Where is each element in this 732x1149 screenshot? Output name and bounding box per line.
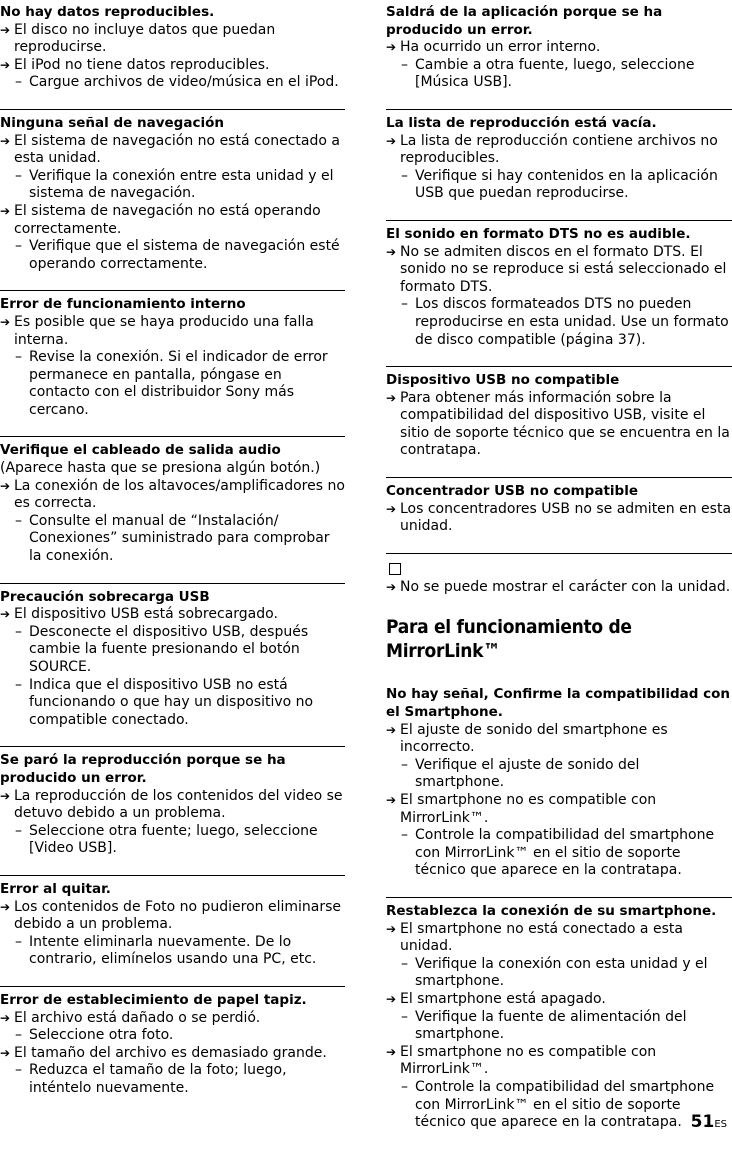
remedy-item [0,349,345,419]
cause-text: El smartphone no es compatible con MirrorLink™. [400,1043,657,1078]
arrow-right-icon: ➔ [0,133,11,148]
arrow-right-icon: ➔ [386,921,397,936]
dash-icon: – [15,1027,22,1044]
cause-text: Ha ocurrido un error interno. [400,39,601,56]
cause-text: No se admiten discos en el formato DTS. El sonido no se reproduce si está seleccionado el formato DTS. [400,243,727,295]
cause-item [0,788,345,823]
dash-icon: – [15,1062,22,1079]
unknown-character-square-icon [389,563,401,575]
remedy-text: Verifique que el sistema de navegación esté operando correctamente. [29,238,340,272]
remedy-item [386,1009,732,1044]
remedy-text: Indica que el dispositivo USB no está funcionando o que hay un dispositivo no compatible conectado. [29,676,314,728]
dash-icon: – [401,296,408,313]
message-title: La lista de reproducción está vacía. [386,114,657,131]
remedy-text: Consulte el manual de “Instalación/ Conexiones” suministrado para comprobar la conexión. [29,512,330,565]
message-section [0,875,345,986]
cause-text: No se puede mostrar el carácter con la unidad. [400,578,731,595]
arrow-right-icon: ➔ [0,1010,11,1025]
page-number [691,1114,727,1134]
message-title: No hay datos reproducibles. [0,4,215,20]
cause-item [386,390,732,460]
cause-text: Los concentradores USB no se admiten en esta unidad. [400,500,732,535]
message-title: Se paró la reproducción porque se ha producido un error. [0,752,286,786]
cause-item [0,22,345,57]
dash-icon: – [401,1008,408,1025]
cause-text: La conexión de los altavoces/amplificadores no es correcta. [14,477,345,512]
message-title: Error de establecimiento de papel tapiz. [0,991,307,1008]
cause-item [0,1010,345,1028]
remedy-text: Controle la compatibilidad del smartphone con MirrorLink™ en el sitio de soporte técnico que aparece en la contratapa. [415,827,715,879]
section-heading: Para el funcionamiento de MirrorLink™ [386,616,632,663]
arrow-right-icon: ➔ [386,40,397,55]
message-section [0,746,345,875]
message-section [0,290,345,436]
cause-text: El iPod no tiene datos reproducibles. [14,56,270,73]
message-section [386,897,732,1149]
dash-icon: – [15,349,22,366]
message-section [386,109,732,220]
message-note: (Aparece hasta que se presiona algún botón.) [0,460,321,477]
cause-text: La reproducción de los contenidos del video se detuvo debido a un problema. [14,787,343,822]
message-section [386,0,732,109]
cause-item [0,133,345,168]
message-title: Error al quitar. [0,880,111,897]
page-language-code: ES [714,1119,727,1131]
remedy-text: Cambie a otra fuente, luego, seleccione [Música USB]. [415,56,695,91]
cause-item [386,39,732,57]
dash-icon: – [15,74,22,91]
cause-text: La lista de reproducción contiene archivos no reproducibles. [400,132,718,167]
remedy-text: Verifique si hay contenidos en la aplicación USB que puedan reproducirse. [415,167,718,202]
mirrorlink-list [386,682,732,1148]
cause-text: El sistema de navegación no está conectado a esta unidad. [14,132,340,167]
remedy-item [386,827,732,880]
arrow-right-icon: ➔ [0,314,11,329]
arrow-right-icon: ➔ [386,501,397,516]
remedy-text: Cargue archivos de video/música en el iPod. [29,74,339,91]
cause-item [386,792,732,827]
remedy-text: Revise la conexión. Si el indicador de error permanece en pantalla, póngase en contacto con el distribuidor Sony más cercano. [29,349,328,418]
remedy-item [386,956,732,991]
right-column [386,0,732,1149]
dash-icon: – [15,167,22,184]
remedy-item [0,513,345,566]
remedy-text: Reduzca el tamaño de la foto; luego, inténtelo nuevamente. [29,1062,287,1096]
cause-text: El sistema de navegación no está operando correctamente. [14,202,321,237]
message-section [0,436,345,582]
arrow-right-icon: ➔ [386,722,397,737]
dash-icon: – [15,238,22,255]
arrow-right-icon: ➔ [386,579,397,594]
arrow-right-icon: ➔ [0,22,11,37]
remedy-text: Los discos formateados DTS no pueden reproducirse en esta unidad. Use un formato de disco compatible (página 37). [415,296,729,348]
message-section [386,220,732,366]
message-title: Precaución sobrecarga USB [0,588,210,605]
remedy-item [0,168,345,203]
dash-icon: – [401,56,408,73]
remedy-item [0,677,345,730]
cause-item [386,244,732,297]
message-title: Concentrador USB no compatible [386,483,638,500]
arrow-right-icon: ➔ [386,244,397,259]
message-section [386,682,732,897]
remedy-text: Verifique la fuente de alimentación del smartphone. [415,1008,687,1043]
message-section [386,477,732,553]
arrow-right-icon: ➔ [386,1044,397,1059]
arrow-right-icon: ➔ [0,478,11,493]
remedy-text: Desconecte el dispositivo USB, después cambie la fuente presionando el botón SOURCE. [29,623,309,675]
dash-icon: – [401,1078,408,1095]
arrow-right-icon: ➔ [0,899,11,914]
remedy-text: Verifique la conexión con esta unidad y el smartphone. [415,955,708,990]
cause-text: Para obtener más información sobre la compatibilidad del dispositivo USB, visite el sitio de soporte técnico que se encuentra en la contratapa. [400,389,730,459]
page-number-value: 51 [690,1112,715,1133]
cause-text: El smartphone no está conectado a esta unidad. [400,920,683,955]
cause-text: El tamaño del archivo es demasiado grande. [14,1044,327,1061]
remedy-text: Controle la compatibilidad del smartphone con MirrorLink™ en el sitio de soporte técnico que aparece en la contratapa. [415,1078,715,1131]
remedy-item [0,1062,345,1097]
cause-item [0,203,345,238]
arrow-right-icon: ➔ [0,203,11,218]
dash-icon: – [401,827,408,844]
message-title: Ninguna señal de navegación [0,114,224,131]
cause-text: El smartphone está apagado. [400,990,606,1007]
dash-icon: – [15,676,22,693]
cause-text: Los contenidos de Foto no pudieron eliminarse debido a un problema. [14,898,342,933]
remedy-item [386,168,732,203]
remedy-text: Seleccione otra fuente; luego, seleccione [Video USB]. [29,822,318,857]
remedy-item [0,238,345,273]
message-section [0,0,345,109]
cause-item [0,57,345,75]
remedy-text: Verifique el ajuste de sonido del smartphone. [415,756,640,791]
cause-text: El smartphone no es compatible con MirrorLink™. [400,792,657,826]
arrow-right-icon: ➔ [386,991,397,1006]
remedy-item [0,1027,345,1045]
arrow-right-icon: ➔ [0,57,11,72]
cause-item [0,606,345,624]
message-section [0,583,345,747]
remedy-item [0,934,345,969]
cause-item [386,1044,732,1079]
remedy-item [386,296,732,349]
cause-item [386,501,732,536]
cause-text: El disco no incluye datos que puedan reproducirse. [14,21,276,56]
arrow-right-icon: ➔ [386,793,397,807]
message-title: Saldrá de la aplicación porque se ha producido un error. [386,4,663,38]
cause-item [386,921,732,956]
cause-item [0,314,345,349]
cause-text: El ajuste de sonido del smartphone es incorrecto. [400,721,668,756]
message-title: Verifique el cableado de salida audio [0,442,281,459]
arrow-right-icon: ➔ [386,133,397,148]
remedy-text: Verifique la conexión entre esta unidad y el sistema de navegación. [29,167,334,202]
left-column [0,0,345,1114]
dash-icon: – [15,623,22,640]
dash-icon: – [15,512,22,529]
remedy-item [0,823,345,858]
cause-item [386,133,732,168]
remedy-item [0,624,345,677]
cause-item [0,899,345,934]
cause-item [0,478,345,513]
remedy-item [386,1079,732,1132]
arrow-right-icon: ➔ [0,1045,11,1060]
message-section [386,553,732,614]
dash-icon: – [15,933,22,950]
dash-icon: – [401,167,408,184]
cause-text: El dispositivo USB está sobrecargado. [14,606,278,623]
cause-item [386,722,732,757]
message-section [0,986,345,1115]
message-title: Dispositivo USB no compatible [386,372,620,389]
dash-icon: – [15,822,22,839]
arrow-right-icon: ➔ [386,390,397,405]
dash-icon: – [401,955,408,972]
cause-item [386,991,732,1009]
remedy-item [0,74,345,92]
cause-text: Es posible que se haya producido una falla interna. [14,313,314,348]
message-title: El sonido en formato DTS no es audible. [386,225,691,242]
dash-icon: – [401,756,408,773]
arrow-right-icon: ➔ [0,788,11,803]
remedy-text: Intente eliminarla nuevamente. De lo contrario, elimínelos usando una PC, etc. [29,933,317,968]
arrow-right-icon: ➔ [0,607,11,622]
remedy-item [386,757,732,792]
message-title: Error de funcionamiento interno [0,296,246,313]
troubleshooting-list [386,0,732,613]
remedy-item [386,57,732,92]
message-title: No hay señal, Confirme la compatibilidad con el Smartphone. [386,686,731,721]
cause-text: El archivo está dañado o se perdió. [14,1009,261,1026]
message-section [386,366,732,477]
remedy-text: Seleccione otra foto. [29,1027,174,1044]
message-section [0,109,345,290]
message-title: Restablezca la conexión de su smartphone. [386,902,717,919]
cause-item [386,579,732,597]
cause-item [0,1045,345,1063]
